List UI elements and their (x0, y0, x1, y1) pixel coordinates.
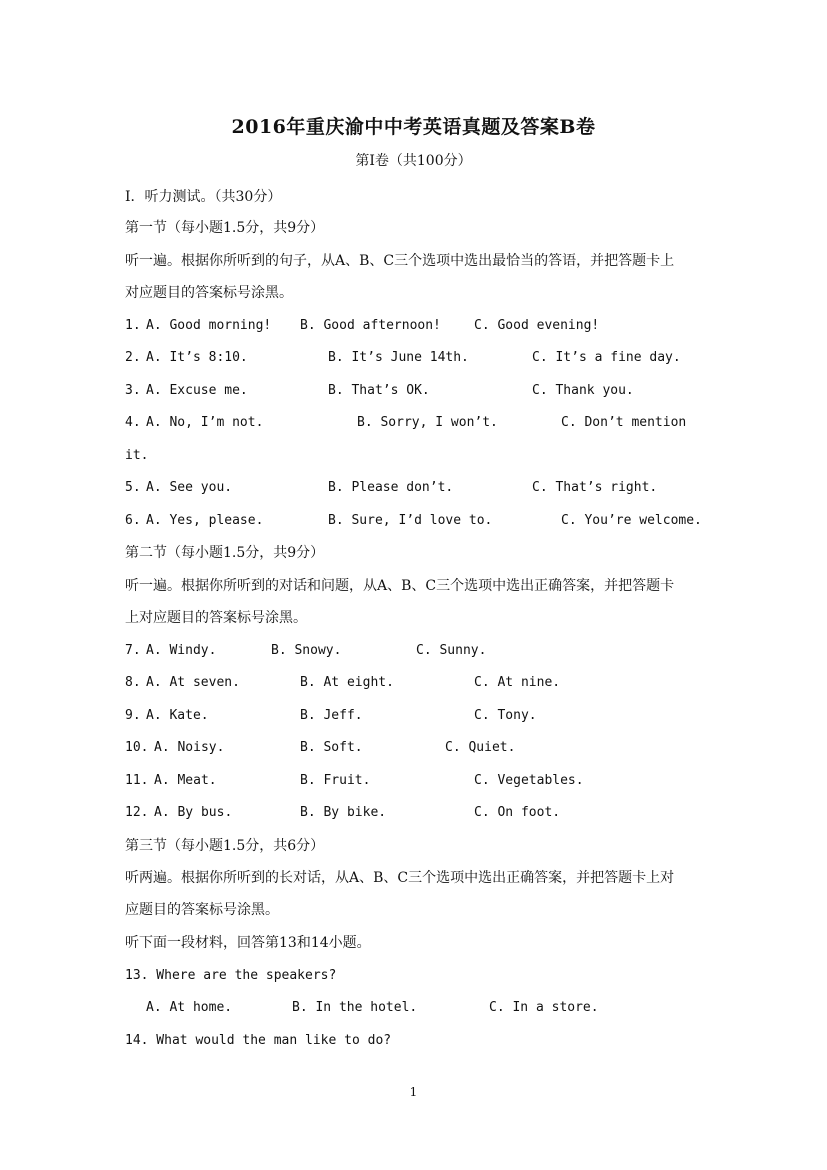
question-number: 12. (125, 805, 149, 820)
question-number: 2. (125, 350, 141, 365)
option-b: B. Jeff. (300, 708, 363, 723)
option-a: A. Noisy. (154, 740, 225, 755)
option-b: B. Soft. (300, 740, 363, 755)
option-a: A. Kate. (146, 708, 209, 723)
option-b: B. Sorry, I won’t. (357, 415, 498, 430)
option-c: C. Don’t mention (561, 415, 687, 430)
page-title: 2016年重庆渝中中考英语真题及答案B卷 (231, 116, 596, 138)
section3-instruction: 听两遍。根据你所听到的长对话，从A、B、C三个选项中选出正确答案，并把答题卡上对 (125, 870, 675, 886)
section3-instruction-cont: 应题目的答案标号涂黑。 (125, 902, 279, 918)
option-c: C. Tony. (474, 708, 537, 723)
option-c: C. You’re welcome. (561, 513, 702, 528)
option-b: B. Good afternoon! (300, 318, 441, 333)
option-c-continuation: it. (125, 448, 149, 463)
option-c: C. At nine. (474, 675, 561, 690)
option-c: C. Thank you. (532, 383, 634, 398)
option-b: B. Fruit. (300, 773, 371, 788)
question-number: 7. (125, 643, 141, 658)
option-c: C. It’s a fine day. (532, 350, 681, 365)
question-number: 5. (125, 480, 141, 495)
option-a: A. See you. (146, 480, 233, 495)
option-b: B. It’s June 14th. (328, 350, 469, 365)
section2-instruction-cont: 上对应题目的答案标号涂黑。 (125, 610, 307, 626)
question-number: 8. (125, 675, 141, 690)
question-number: 9. (125, 708, 141, 723)
question-number: 6. (125, 513, 141, 528)
page-subtitle: 第I卷（共100分） (355, 153, 472, 169)
material-note: 听下面一段材料，回答第13和14小题。 (125, 935, 371, 951)
option-b: B. In the hotel. (292, 1000, 418, 1015)
question-number: 11. (125, 773, 149, 788)
option-c: C. In a store. (489, 1000, 599, 1015)
option-a: A. At seven. (146, 675, 240, 690)
question-13: 13. Where are the speakers? (125, 968, 337, 983)
option-c: C. Good evening! (474, 318, 600, 333)
option-c: C. That’s right. (532, 480, 658, 495)
question-number: 4. (125, 415, 141, 430)
option-b: B. Snowy. (271, 643, 342, 658)
option-c: C. On foot. (474, 805, 561, 820)
option-a: A. No, I’m not. (146, 415, 264, 430)
option-a: A. Excuse me. (146, 383, 248, 398)
option-a: A. Good morning! (146, 318, 272, 333)
section3-heading: 第三节（每小题1.5分，共6分） (125, 838, 325, 854)
option-a: A. By bus. (154, 805, 233, 820)
option-a: A. Meat. (154, 773, 217, 788)
section2-instruction: 听一遍。根据你所听到的对话和问题，从A、B、C三个选项中选出正确答案，并把答题卡 (125, 578, 675, 594)
question-14: 14. What would the man like to do? (125, 1033, 392, 1048)
option-b: B. Please don’t. (328, 480, 454, 495)
option-a: A. At home. (146, 1000, 233, 1015)
option-c: C. Vegetables. (474, 773, 584, 788)
part-heading: I．听力测试。（共30分） (125, 189, 282, 205)
option-b: B. Sure, I’d love to. (328, 513, 493, 528)
section2-heading: 第二节（每小题1.5分，共9分） (125, 545, 325, 561)
option-b: B. That’s OK. (328, 383, 430, 398)
option-a: A. Windy. (146, 643, 217, 658)
option-b: B. At eight. (300, 675, 394, 690)
option-c: C. Sunny. (416, 643, 487, 658)
section1-instruction: 听一遍。根据你所听到的句子，从A、B、C三个选项中选出最恰当的答语，并把答题卡上 (125, 253, 675, 269)
question-number: 1. (125, 318, 141, 333)
option-b: B. By bike. (300, 805, 387, 820)
page-number: 1 (409, 1085, 418, 1099)
option-c: C. Quiet. (445, 740, 516, 755)
question-number: 10. (125, 740, 149, 755)
option-a: A. It’s 8:10. (146, 350, 248, 365)
option-a: A. Yes, please. (146, 513, 264, 528)
section1-instruction-cont: 对应题目的答案标号涂黑。 (125, 285, 293, 301)
question-number: 3. (125, 383, 141, 398)
section1-heading: 第一节（每小题1.5分，共9分） (125, 220, 325, 236)
